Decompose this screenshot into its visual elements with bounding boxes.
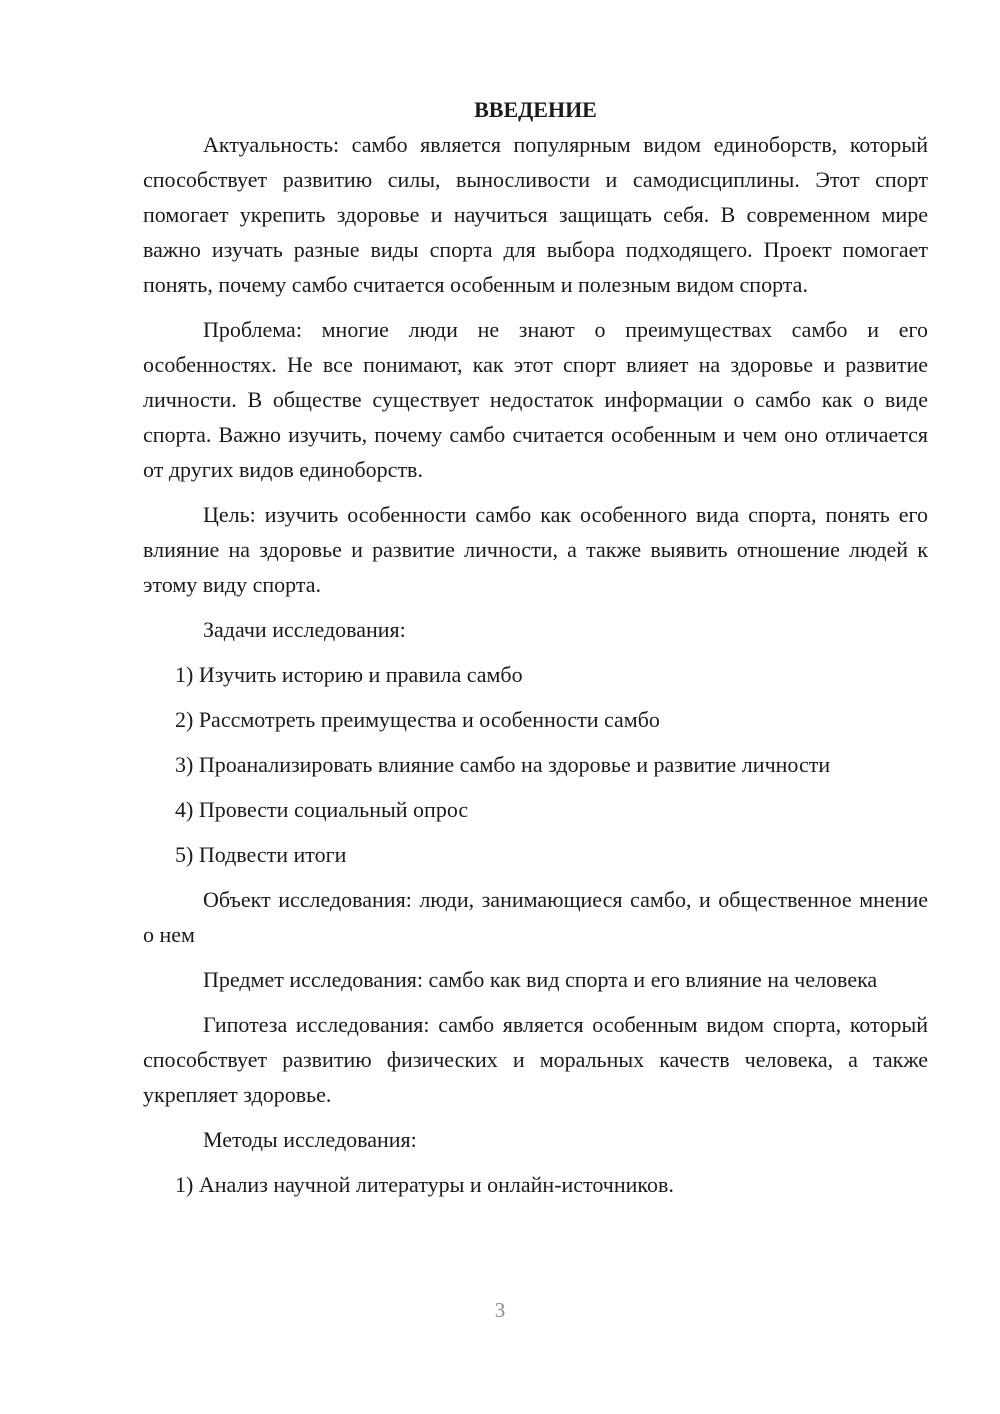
- tasks-heading: Задачи исследования:: [203, 617, 406, 642]
- list-item: 1) Анализ научной литературы и онлайн-источников.: [175, 1172, 674, 1197]
- subject-paragraph: Предмет исследования: самбо как вид спорта и его влияние на человека: [203, 967, 878, 992]
- list-item: 4) Провести социальный опрос: [175, 797, 469, 822]
- document-page: [143, 92, 928, 1202]
- relevance-paragraph: Актуальность: самбо является популярным видом единоборств, который способствует развитию силы, выносливости и самодисциплины. Этот спорт помогает укрепить здоровье и научиться защищать себя. В современном мире важно изучать разные виды спорта для выбора подходящего. Проект помогает понять, почему самбо считается особенным и полезным видом спорта.: [143, 132, 928, 297]
- page-title: ВВЕДЕНИЕ: [474, 97, 597, 122]
- list-item: 3) Проанализировать влияние самбо на здоровье и развитие личности: [175, 752, 831, 777]
- hypothesis-paragraph: Гипотеза исследования: самбо является особенным видом спорта, который способствует развитию физических и моральных качеств человека, а также укрепляет здоровье.: [143, 1012, 928, 1107]
- list-item: 5) Подвести итоги: [175, 842, 347, 867]
- page-number: 3: [494, 1298, 506, 1322]
- list-item: 2) Рассмотреть преимущества и особенности самбо: [175, 707, 660, 732]
- list-item: 1) Изучить историю и правила самбо: [175, 662, 523, 687]
- problem-paragraph: Проблема: многие люди не знают о преимуществах самбо и его особенностях. Не все понимают, как этот спорт влияет на здоровье и развитие личности. В обществе существует недостаток информации о самбо как о виде спорта. Важно изучить, почему самбо считается особенным и чем оно отличается от других видов единоборств.: [143, 317, 928, 482]
- object-paragraph: Объект исследования: люди, занимающиеся самбо, и общественное мнение о нем: [143, 887, 928, 947]
- methods-heading: Методы исследования:: [203, 1127, 417, 1152]
- goal-paragraph: Цель: изучить особенности самбо как особенного вида спорта, понять его влияние на здоровье и развитие личности, а также выявить отношение людей к этому виду спорта.: [143, 502, 928, 597]
